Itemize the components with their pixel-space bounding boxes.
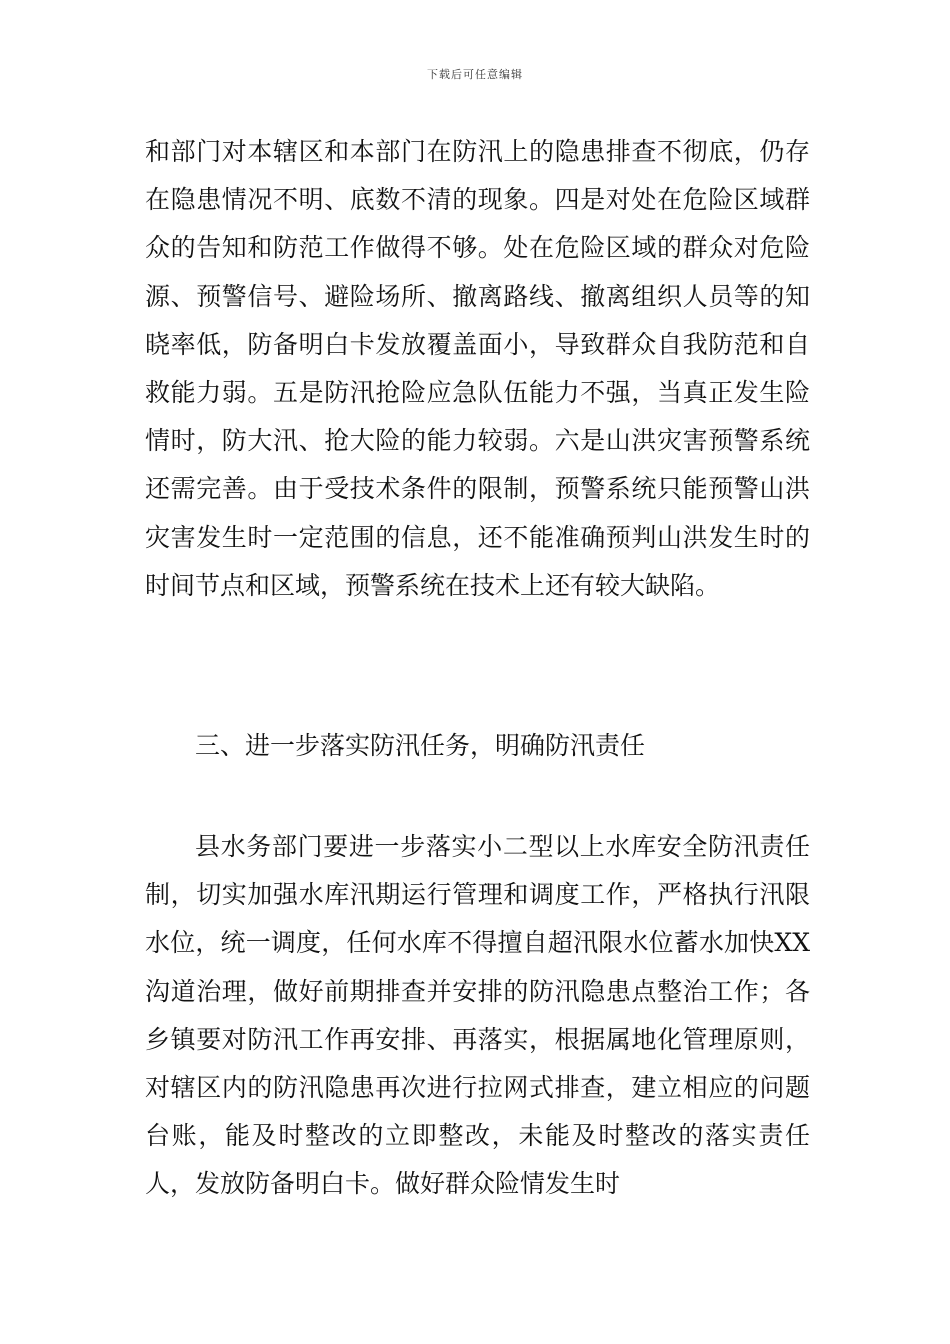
body-paragraph-1: 和部门对本辖区和本部门在防汛上的隐患排查不彻底，仍存在隐患情况不明、底数不清的现象。四是对处在危险区域群众的告知和防范工作做得不够。处在危险区域的群众对危险源、预警信号、避险场所、撤离路线、撤离组织人员等的知晓率低，防备明白卡发放覆盖面小，导致群众自我防范和自救能力弱。五是防汛抢险应急队伍能力不强，当真正发生险情时，防大汛、抢大险的能力较弱。六是山洪灾害预警系统还需完善。由于受技术条件的限制，预警系统只能预警山洪灾害发生时一定范围的信息，还不能准确预判山洪发生时的时间节点和区域，预警系统在技术上还有较大缺陷。: [145, 137, 810, 600]
section-heading: 三、进一步落实防汛任务，明确防汛责任: [195, 731, 646, 760]
body-paragraph-2: 县水务部门要进一步落实小二型以上水库安全防汛责任制，切实加强水库汛期运行管理和调度工作，严格执行汛限水位，统一调度，任何水库不得擅自超汛限水位蓄水加快XX沟道治理，做好前期排查并安排的防汛隐患点整治工作；各乡镇要对防汛工作再安排、再落实，根据属地化管理原则，对辖区内的防汛隐患再次进行拉网式排查，建立相应的问题台账，能及时整改的立即整改，未能及时整改的落实责任人，发放防备明白卡。做好群众险情发生时: [145, 832, 810, 1199]
page-header-note: 下载后可任意编辑: [427, 68, 523, 81]
